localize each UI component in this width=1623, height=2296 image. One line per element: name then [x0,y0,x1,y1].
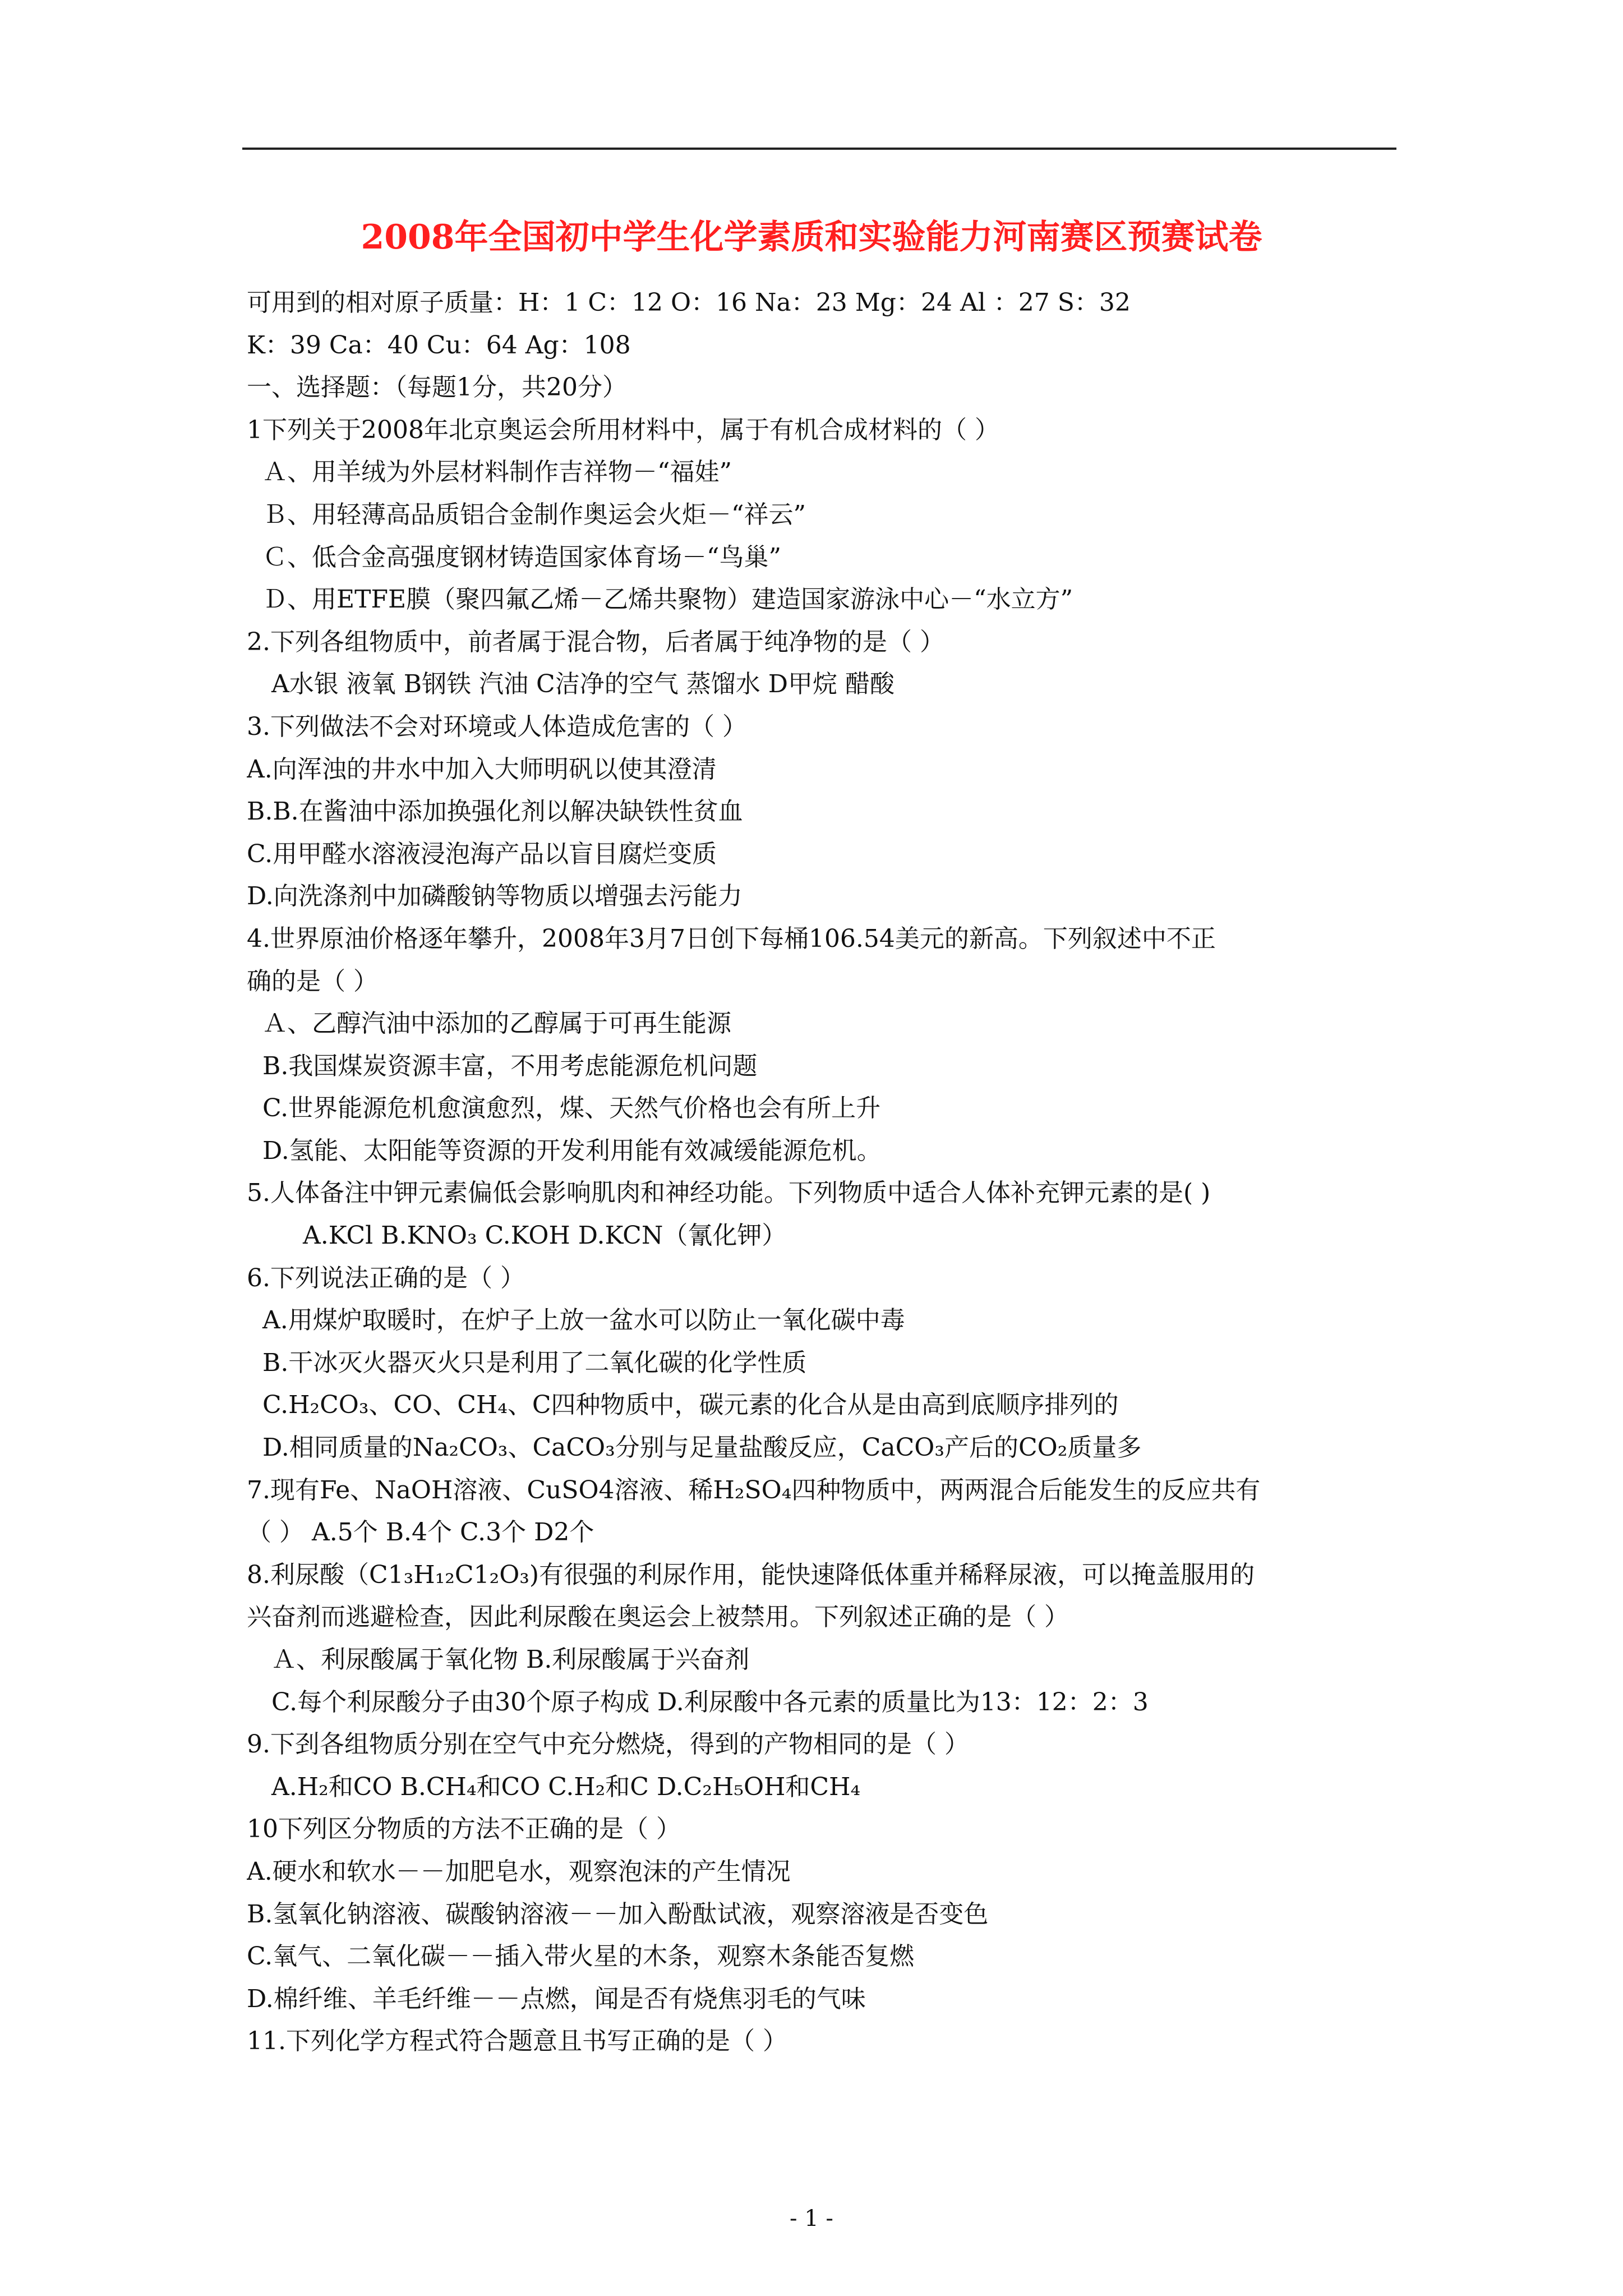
text-line: （ ） A.5个 B.4个 C.3个 D2个 [247,1518,594,1547]
text-line: A.用煤炉取暖时，在炉子上放一盆水可以防止一氧化碳中毒 [262,1306,905,1335]
text-line: 5.人体备注中钾元素偏低会影响肌肉和神经功能。下列物质中适合人体补充钾元素的是( ) [247,1179,1211,1208]
text-line: C.每个利尿酸分子由30个原子构成 D.利尿酸中各元素的质量比为13：12：2：3 [271,1687,1149,1717]
text-line: C.世界能源危机愈演愈烈，煤、天然气价格也会有所上升 [262,1094,881,1123]
text-line: D.氢能、太阳能等资源的开发利用能有效减缓能源危机。 [262,1136,882,1165]
text-line: 一、选择题：（每题1分，共20分） [247,373,627,402]
page-number: - 1 - [790,2206,833,2231]
text-line: Ｃ、低合金高强度钢材铸造国家体育场－“鸟巢” [262,542,781,572]
text-line: D.棉纤维、羊毛纤维－－点燃，闻是否有烧焦羽毛的气味 [247,1984,866,2013]
text-line: 4.世界原油价格逐年攀升，2008年3月7日创下每桶106.54美元的新高。下列叙述中不正 [247,924,1216,953]
text-line: C.H₂CO₃、CO、CH₄、C四种物质中，碳元素的化合从是由高到底顺序排列的 [262,1391,1119,1420]
text-line: K：39 Ca：40 Cu：64 Ag：108 [247,330,631,360]
text-line: B.氢氧化钠溶液、碳酸钠溶液－－加入酚酞试液，观察溶液是否变色 [247,1899,989,1929]
text-line: 7.现有Fe、NaOH溶液、CuSO4溶液、稀H₂SO₄四种物质中，两两混合后能发生的反应共有 [247,1475,1261,1504]
text-line: Ａ、乙醇汽油中添加的乙醇属于可再生能源 [262,1009,731,1038]
text-line: 9.下刭各组物质分别在空气中充分燃烧，得到的产物相同的是（ ） [247,1730,969,1759]
text-line: A.硬水和软水－－加肥皂水，观察泡沫的产生情况 [247,1857,791,1886]
text-line: 6.下列说法正确的是（ ） [247,1263,525,1292]
exam-body [247,282,1402,2063]
text-line: 1下列关于2008年北京奥运会所用材料中，属于有机合成材料的（ ） [247,415,999,444]
text-line: 兴奋剂而逃避检查，因此利尿酸在奥运会上被禁用。下列叙述正确的是（ ） [247,1603,1069,1632]
page-title: 2008年全国初中学生化学素质和实验能力河南赛区预赛试卷 [361,218,1262,257]
text-line: D.相同质量的Na₂CO₃、CaCO₃分别与足量盐酸反应，CaCO₃产后的CO₂质量多 [262,1433,1142,1462]
text-line: A.KCl B.KNO₃ C.KOH D.KCN（氰化钾） [303,1221,787,1250]
text-line: C.氧气、二氧化碳－－插入带火星的木条，观察木条能否复燃 [247,1942,915,1971]
text-line: 10下列区分物质的方法不正确的是（ ） [247,1815,681,1844]
text-line: A.H₂和CO B.CH₄和CO C.H₂和C D.C₂H₅OH和CH₄ [271,1772,861,1801]
text-line: 2.下列各组物质中，前者属于混合物，后者属于纯净物的是（ ） [247,627,944,656]
text-line: A.向浑浊的井水中加入大师明矾以使其澄清 [247,754,717,784]
text-line: A水银 液氧 B钢铁 汽油 C洁净的空气 蒸馏水 D甲烷 醋酸 [271,670,895,699]
header-rule [242,148,1396,150]
text-line: C.用甲醛水溶液浸泡海产品以盲目腐烂变质 [247,839,717,868]
text-line: 11.下列化学方程式符合题意且书写正确的是（ ） [247,2027,787,2056]
text-line: 可用到的相对原子质量：H：1 C：12 O：16 Na：23 Mg：24 Al ：27 S：32 [247,288,1131,317]
text-line: B.我国煤炭资源丰富，不用考虑能源危机问题 [262,1051,758,1080]
text-line: Ｄ、用ETFE膜（聚四氟乙烯－乙烯共聚物）建造国家游泳中心－“水立方” [262,585,1073,614]
text-line: Ｂ、用轻薄高品质铝合金制作奥运会火炬－“祥云” [262,500,806,529]
text-line: 3.下列做法不会对环境或人体造成危害的（ ） [247,712,747,741]
text-line: B.B.在酱油中添加换强化剂以解决缺铁性贫血 [247,797,743,826]
text-line: Ａ、利尿酸属于氧化物 B.利尿酸属于兴奋剂 [271,1645,750,1674]
text-line: Ａ、用羊绒为外层材料制作吉祥物－“福娃” [262,458,732,487]
text-line: B.干冰灭火器灭火只是利用了二氧化碳的化学性质 [262,1348,807,1377]
text-line: 确的是（ ） [247,967,378,996]
text-line: 8.利尿酸（C1₃H₁₂C1₂O₃)有很强的利尿作用，能快速降低体重并稀释尿液，可以掩盖服用的 [247,1560,1255,1589]
text-line: D.向洗涤剂中加磷酸钠等物质以增强去污能力 [247,882,743,911]
